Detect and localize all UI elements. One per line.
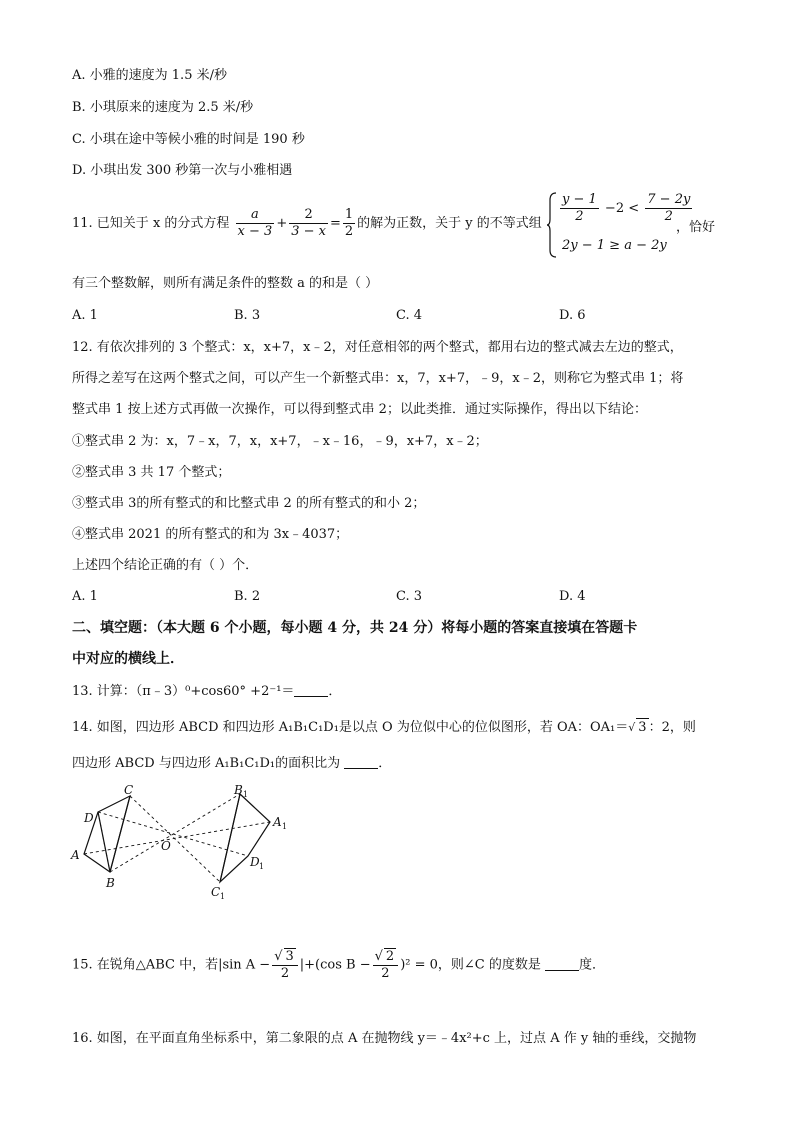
q15-tail: )² = 0，则∠C 的度数是 (400, 957, 541, 973)
q11-fraction-a: $\frac{a}{x - 3}$ (237, 207, 273, 239)
label-c1-sub: 1 (220, 892, 226, 901)
quad-abcd (84, 796, 130, 872)
label-d1: D (250, 855, 260, 869)
label-c1: C (211, 885, 221, 899)
q13-answer-blank[interactable] (294, 684, 328, 697)
q12-conclusion-2: ②整式串 3 共 17 个整式； (72, 465, 231, 480)
q12-line1: 12. 有依次排列的 3 个整式：x，x+7，x﹣2，对任意相邻的两个整式，都用右边的整式减去左边的整式， (72, 340, 683, 355)
q15-mid: |+(cos B − (299, 957, 371, 973)
q11-option-a: A. 1 (72, 308, 98, 323)
q14-homothety-figure (68, 784, 288, 902)
ray-cc1 (130, 796, 220, 882)
q10-option-b: B. 小琪原来的速度为 2.5 米/秒 (72, 100, 254, 115)
q14-text-b: ：2，则 (648, 720, 696, 735)
diagonal-b1c1 (220, 794, 240, 882)
q14-answer-blank[interactable] (344, 756, 378, 769)
label-b1-sub: 1 (243, 790, 249, 799)
q15-statement (72, 948, 605, 983)
q12-option-d: D. 4 (559, 589, 586, 604)
diagonal-bc (110, 796, 130, 872)
q15-unit: 度． (579, 957, 606, 973)
q11-fraction-half: $\frac{1}{2}$ (344, 207, 354, 239)
q11-mid: 的解为正数，关于 y 的不等式组 (357, 216, 542, 231)
label-b: B (106, 876, 115, 890)
q10-option-d: D. 小琪出发 300 秒第一次与小雅相遇 (72, 163, 293, 178)
ray-bb1 (110, 794, 240, 872)
q12-conclusion-4: ④整式串 2021 的所有整式的和为 3x﹣4037； (72, 527, 349, 542)
q11-prefix: 11. 已知关于 x 的分式方程 (72, 216, 230, 231)
q11-fraction-2: $\frac{2}{3 - x}$ (291, 207, 326, 239)
label-b1: B (234, 784, 243, 797)
q12-options (72, 588, 632, 606)
q11-suffix: ，恰好 (676, 220, 716, 235)
q11-system-row1: $\frac{y - 1}{2}$ −2 < $\frac{7 - 2y}{2}$ (562, 192, 691, 224)
ray-aa1 (84, 822, 270, 854)
q12-option-b: B. 2 (234, 589, 261, 604)
q13-text: 13. 计算：（π﹣3）⁰+cos60° +2⁻¹＝ (72, 684, 295, 699)
q11-question: 有三个整数解，则所有满足条件的整数 a 的和是（ ） (72, 276, 379, 291)
q13-statement: 13. 计算：（π﹣3）⁰+cos60° +2⁻¹＝ ． (72, 684, 342, 699)
section-heading-line2: 中对应的横线上． (72, 651, 184, 667)
q15-prefix: 15. 在锐角△ABC 中，若|sin A − (72, 957, 271, 973)
q16-line1: 16. 如图，在平面直角坐标系中，第二象限的点 A 在抛物线 y＝﹣4x²+c 上，过点 A 作 y 轴的垂线，交抛物 (72, 1031, 697, 1046)
q11-option-b: B. 3 (234, 308, 261, 323)
q14-line2: 四边形 ABCD 与四边形 A₁B₁C₁D₁的面积比为 ． (72, 756, 392, 771)
q12-option-c: C. 3 (396, 589, 423, 604)
q11-options (72, 307, 632, 325)
q12-line2: 所得之差写在这两个整式之间，可以产生一个新整式串：x，7，x+7，﹣9，x﹣2，则称它为整式串 1；将 (72, 371, 684, 386)
label-a1: A (273, 815, 282, 829)
label-d: D (84, 811, 94, 825)
q10-option-a: A. 小雅的速度为 1.5 米/秒 (72, 68, 227, 83)
q12-conclusion-3: ③整式串 3的所有整式的和比整式串 2 的所有整式的和小 2； (72, 496, 426, 511)
label-o: O (161, 839, 171, 853)
brace-icon (546, 192, 558, 258)
q14-text-a: 14. 如图，四边形 ABCD 和四边形 A₁B₁C₁D₁是以点 O 为位似中心的位似图形，若 OA：OA₁＝ (72, 720, 629, 735)
label-a1-sub: 1 (282, 822, 288, 831)
q11-system-row2: 2y − 1 ≥ a − 2y (562, 238, 667, 253)
section-heading-line1: 二、填空题：（本大题 6 个小题，每小题 4 分，共 24 分）将每小题的答案直接填在答题卡 (72, 620, 638, 636)
q15-sqrt2-over-2: $\frac{√ 2}{2}$ (373, 948, 399, 982)
label-d1-sub: 1 (259, 862, 265, 871)
q11-statement: 11. 已知关于 x 的分式方程 $\frac{a}{x - 3}$ + $\frac{2}{3 - x}$ = $\frac{1}{2}$ 的解为正数，关于 y 的不等式组 (72, 207, 542, 239)
sqrt-3: 3 (638, 720, 647, 735)
q12-conclusion-1: ①整式串 2 为：x，7﹣x，7，x，x+7，﹣x﹣16，﹣9，x+7，x﹣2； (72, 434, 488, 449)
q14-line1: 14. 如图，四边形 ABCD 和四边形 A₁B₁C₁D₁是以点 O 为位似中心的位似图形，若 OA：OA₁＝√ 3 ：2，则 (72, 720, 696, 735)
q12-question: 上述四个结论正确的有（ ）个． (72, 558, 259, 573)
q15-sqrt3-over-2: $\frac{√ 3}{2}$ (272, 948, 298, 982)
q12-line3: 整式串 1 按上述方式再做一次操作，可以得到整式串 2；以此类推．通过实际操作，得出以下结论： (72, 402, 647, 417)
label-a: A (71, 848, 80, 862)
q12-option-a: A. 1 (72, 589, 98, 604)
label-c: C (124, 784, 134, 797)
q11-option-d: D. 6 (559, 308, 586, 323)
q10-option-c: C. 小琪在途中等候小雅的时间是 190 秒 (72, 132, 305, 147)
q15-answer-blank[interactable] (545, 958, 579, 971)
q11-option-c: C. 4 (396, 308, 423, 323)
q14-question: 四边形 ABCD 与四边形 A₁B₁C₁D₁的面积比为 (72, 756, 341, 771)
